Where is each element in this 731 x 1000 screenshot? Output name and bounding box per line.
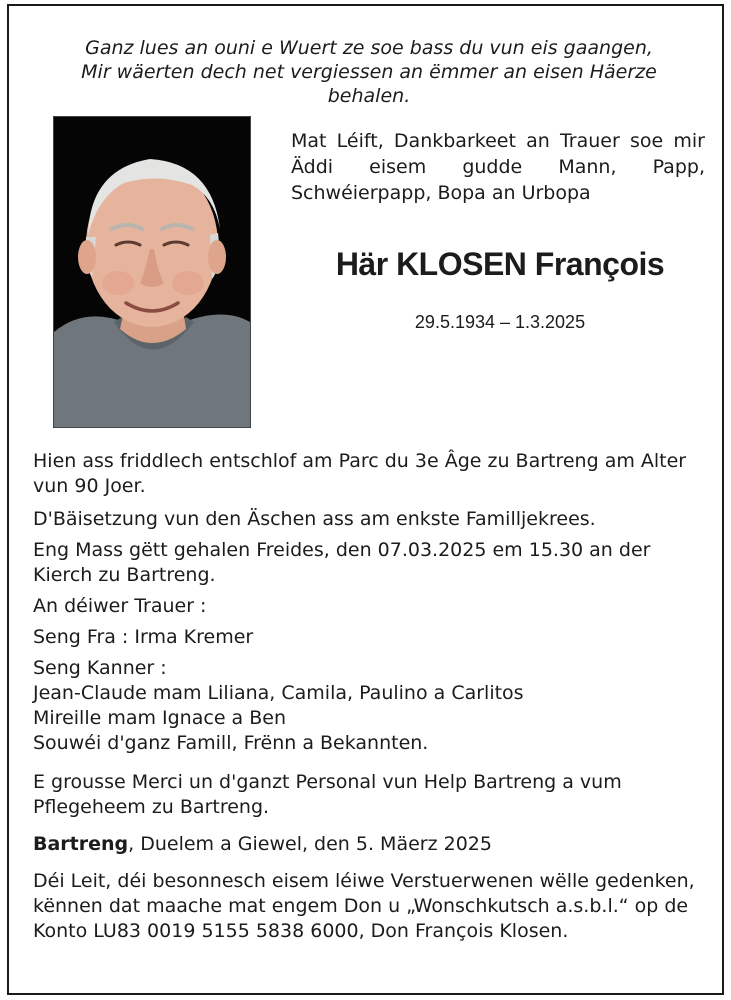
thanks-paragraph: E grousse Merci un d'ganzt Personal vun Help Bartreng a vum Pflegeheem zu Bartreng. (33, 771, 622, 818)
verse-line: Ganz lues an ouni e Wuert ze soe bass du vun eis gaangen, (85, 37, 653, 59)
place-date-rest: , Duelem a Giewel, den 5. Mäerz 2025 (128, 833, 492, 855)
farewell-intro: Mat Léift, Dankbarkeet an Trauer soe mir Äddi eisem gudde Mann, Papp, Schwéierpapp, Bopa an Urbopa (291, 130, 705, 204)
passing-paragraph: Hien ass friddlech entschlof am Parc du 3e Âge zu Bartreng am Alter vun 90 Joer. (33, 450, 687, 497)
mass-paragraph: Eng Mass gëtt gehalen Freides, den 07.03.2025 em 15.30 an der Kierch zu Bartreng. (33, 539, 651, 586)
mourning-heading: An déiwer Trauer : (33, 595, 207, 617)
portrait-photo (53, 116, 251, 428)
child-line: Jean-Claude mam Liliana, Camila, Paulino a Carlitos (33, 682, 524, 704)
burial-paragraph: D'Bäisetzung vun den Äschen ass am enkste Familljekrees. (33, 508, 596, 530)
place-name: Bartreng (33, 833, 129, 855)
wife-line: Seng Fra : Irma Kremer (33, 626, 254, 648)
children-heading: Seng Kanner : (33, 657, 167, 679)
family-line: Souwéi d'ganz Famill, Frënn a Bekannten. (33, 732, 429, 754)
obituary-notice (7, 4, 724, 995)
verse-line: behalen. (327, 85, 411, 107)
memorial-verse (39, 36, 699, 108)
verse-line: Mir wäerten dech net vergiessen an ëmmer an eisen Häerze (81, 61, 657, 83)
notice-body (33, 449, 705, 944)
donation-paragraph: Déi Leit, déi besonnesch eisem léiwe Verstuerwenen wëlle gedenken, kënnen dat maache mat engem Don u „Wonschkutsch a.s.b.l.“ op de Konto LU83 0019 5155 5838 6000, Don François Klosen. (33, 870, 695, 942)
life-dates: 29.5.1934 – 1.3.2025 (414, 312, 586, 332)
child-line: Mireille mam Ignace a Ben (33, 707, 286, 729)
deceased-name: Här KLOSEN François (335, 246, 665, 282)
place-date-line (33, 832, 705, 857)
